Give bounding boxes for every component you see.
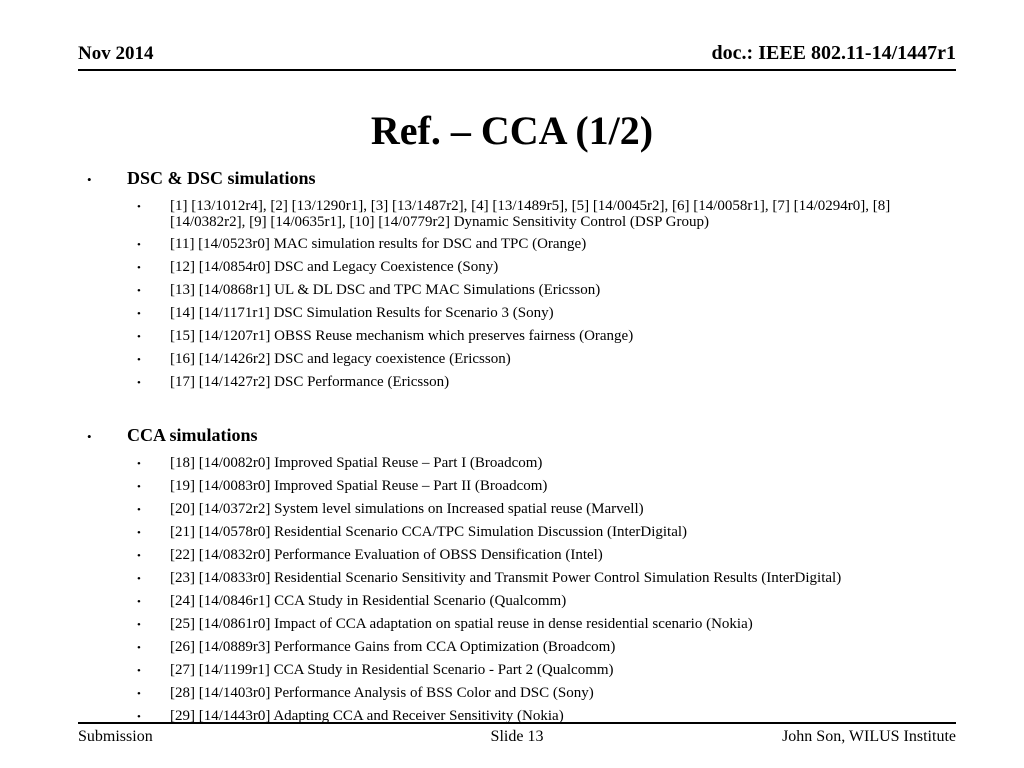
reference-text: [28] [14/1403r0] Performance Analysis of BSS Color and DSC (Sony) <box>170 685 594 702</box>
bullet-icon: • <box>137 239 141 252</box>
reference-item <box>0 328 1024 345</box>
reference-text: [19] [14/0083r0] Improved Spatial Reuse – Part II (Broadcom) <box>170 478 548 495</box>
slide-body <box>0 167 1024 758</box>
section-heading-row <box>0 424 1024 448</box>
reference-item <box>0 501 1024 518</box>
bullet-icon: • <box>137 308 141 321</box>
section-heading-row <box>0 167 1024 191</box>
bullet-icon: • <box>137 458 141 471</box>
reference-text: [18] [14/0082r0] Improved Spatial Reuse – Part I (Broadcom) <box>170 455 543 472</box>
bullet-icon: • <box>137 201 141 213</box>
reference-item <box>0 547 1024 564</box>
reference-text: [24] [14/0846r1] CCA Study in Residential Scenario (Qualcomm) <box>170 593 567 610</box>
reference-text: [1] [13/1012r4], [2] [13/1290r1], [3] [13/1487r2], [4] [13/1489r5], [5] [14/0045r2], [6] [14/0058r1], [7] [14/0294r0], [8] [14/0382r2], [9] [14/0635r1], [10] [14/0779r2] Dynamic Sensitivity Control (DSP Group) <box>170 198 891 231</box>
reference-item <box>0 259 1024 276</box>
reference-text: [16] [14/1426r2] DSC and legacy coexistence (Ericsson) <box>170 351 511 368</box>
reference-text: [14] [14/1171r1] DSC Simulation Results for Scenario 3 (Sony) <box>170 305 554 322</box>
reference-text: [23] [14/0833r0] Residential Scenario Sensitivity and Transmit Power Control Simulation Results (InterDigital) <box>170 570 842 587</box>
reference-text: [11] [14/0523r0] MAC simulation results for DSC and TPC (Orange) <box>170 236 587 253</box>
reference-text: [25] [14/0861r0] Impact of CCA adaptation on spatial reuse in dense residential scenario (Nokia) <box>170 616 753 633</box>
bullet-icon: • <box>137 354 141 367</box>
bullet-icon: • <box>137 688 141 701</box>
header-date: Nov 2014 <box>78 43 154 64</box>
reference-item <box>0 282 1024 299</box>
reference-item <box>0 639 1024 656</box>
section-items <box>0 198 1024 391</box>
reference-text: [26] [14/0889r3] Performance Gains from CCA Optimization (Broadcom) <box>170 639 616 656</box>
reference-item <box>0 593 1024 610</box>
reference-item <box>0 455 1024 472</box>
reference-text: [17] [14/1427r2] DSC Performance (Ericsson) <box>170 374 450 391</box>
reference-section <box>0 167 1024 391</box>
header-doc-number: doc.: IEEE 802.11-14/1447r1 <box>711 42 956 64</box>
bullet-icon: • <box>137 619 141 632</box>
bullet-icon: • <box>137 527 141 540</box>
section-items <box>0 455 1024 725</box>
footer-slide-number: Slide 13 <box>490 728 544 745</box>
reference-text: [13] [14/0868r1] UL & DL DSC and TPC MAC Simulations (Ericsson) <box>170 282 601 299</box>
footer-submission: Submission <box>78 728 153 745</box>
bullet-icon: • <box>137 504 141 517</box>
reference-text: [22] [14/0832r0] Performance Evaluation of OBSS Densification (Intel) <box>170 547 603 564</box>
slide-header <box>78 42 956 71</box>
reference-text: [20] [14/0372r2] System level simulations on Increased spatial reuse (Marvell) <box>170 501 644 518</box>
bullet-icon: • <box>137 711 141 724</box>
reference-item <box>0 570 1024 587</box>
bullet-icon: • <box>137 642 141 655</box>
reference-section <box>0 424 1024 725</box>
reference-text: [27] [14/1199r1] CCA Study in Residential Scenario - Part 2 (Qualcomm) <box>170 662 614 679</box>
reference-item <box>0 351 1024 368</box>
reference-text: [15] [14/1207r1] OBSS Reuse mechanism which preserves fairness (Orange) <box>170 328 634 345</box>
reference-text: [21] [14/0578r0] Residential Scenario CCA/TPC Simulation Discussion (InterDigital) <box>170 524 688 541</box>
bullet-icon: • <box>137 262 141 275</box>
slide-footer <box>78 722 956 746</box>
bullet-icon: • <box>87 429 92 445</box>
reference-item <box>0 524 1024 541</box>
reference-item <box>0 374 1024 391</box>
bullet-icon: • <box>137 596 141 609</box>
reference-item <box>0 662 1024 679</box>
reference-item <box>0 616 1024 633</box>
reference-text: [12] [14/0854r0] DSC and Legacy Coexistence (Sony) <box>170 259 499 276</box>
reference-text: [29] [14/1443r0] Adapting CCA and Receiver Sensitivity (Nokia) <box>170 708 564 725</box>
bullet-icon: • <box>137 481 141 494</box>
page-title: Ref. – CCA (1/2) <box>370 108 654 153</box>
reference-item <box>0 198 1024 230</box>
bullet-icon: • <box>137 331 141 344</box>
reference-item <box>0 236 1024 253</box>
section-heading: CCA simulations <box>127 425 258 446</box>
bullet-icon: • <box>137 573 141 586</box>
reference-item <box>0 478 1024 495</box>
bullet-icon: • <box>137 285 141 298</box>
reference-item <box>0 685 1024 702</box>
reference-item <box>0 305 1024 322</box>
bullet-icon: • <box>87 172 92 187</box>
section-heading: DSC & DSC simulations <box>127 168 316 188</box>
bullet-icon: • <box>137 377 141 390</box>
bullet-icon: • <box>137 665 141 678</box>
bullet-icon: • <box>137 550 141 563</box>
footer-author: John Son, WILUS Institute <box>782 728 956 745</box>
